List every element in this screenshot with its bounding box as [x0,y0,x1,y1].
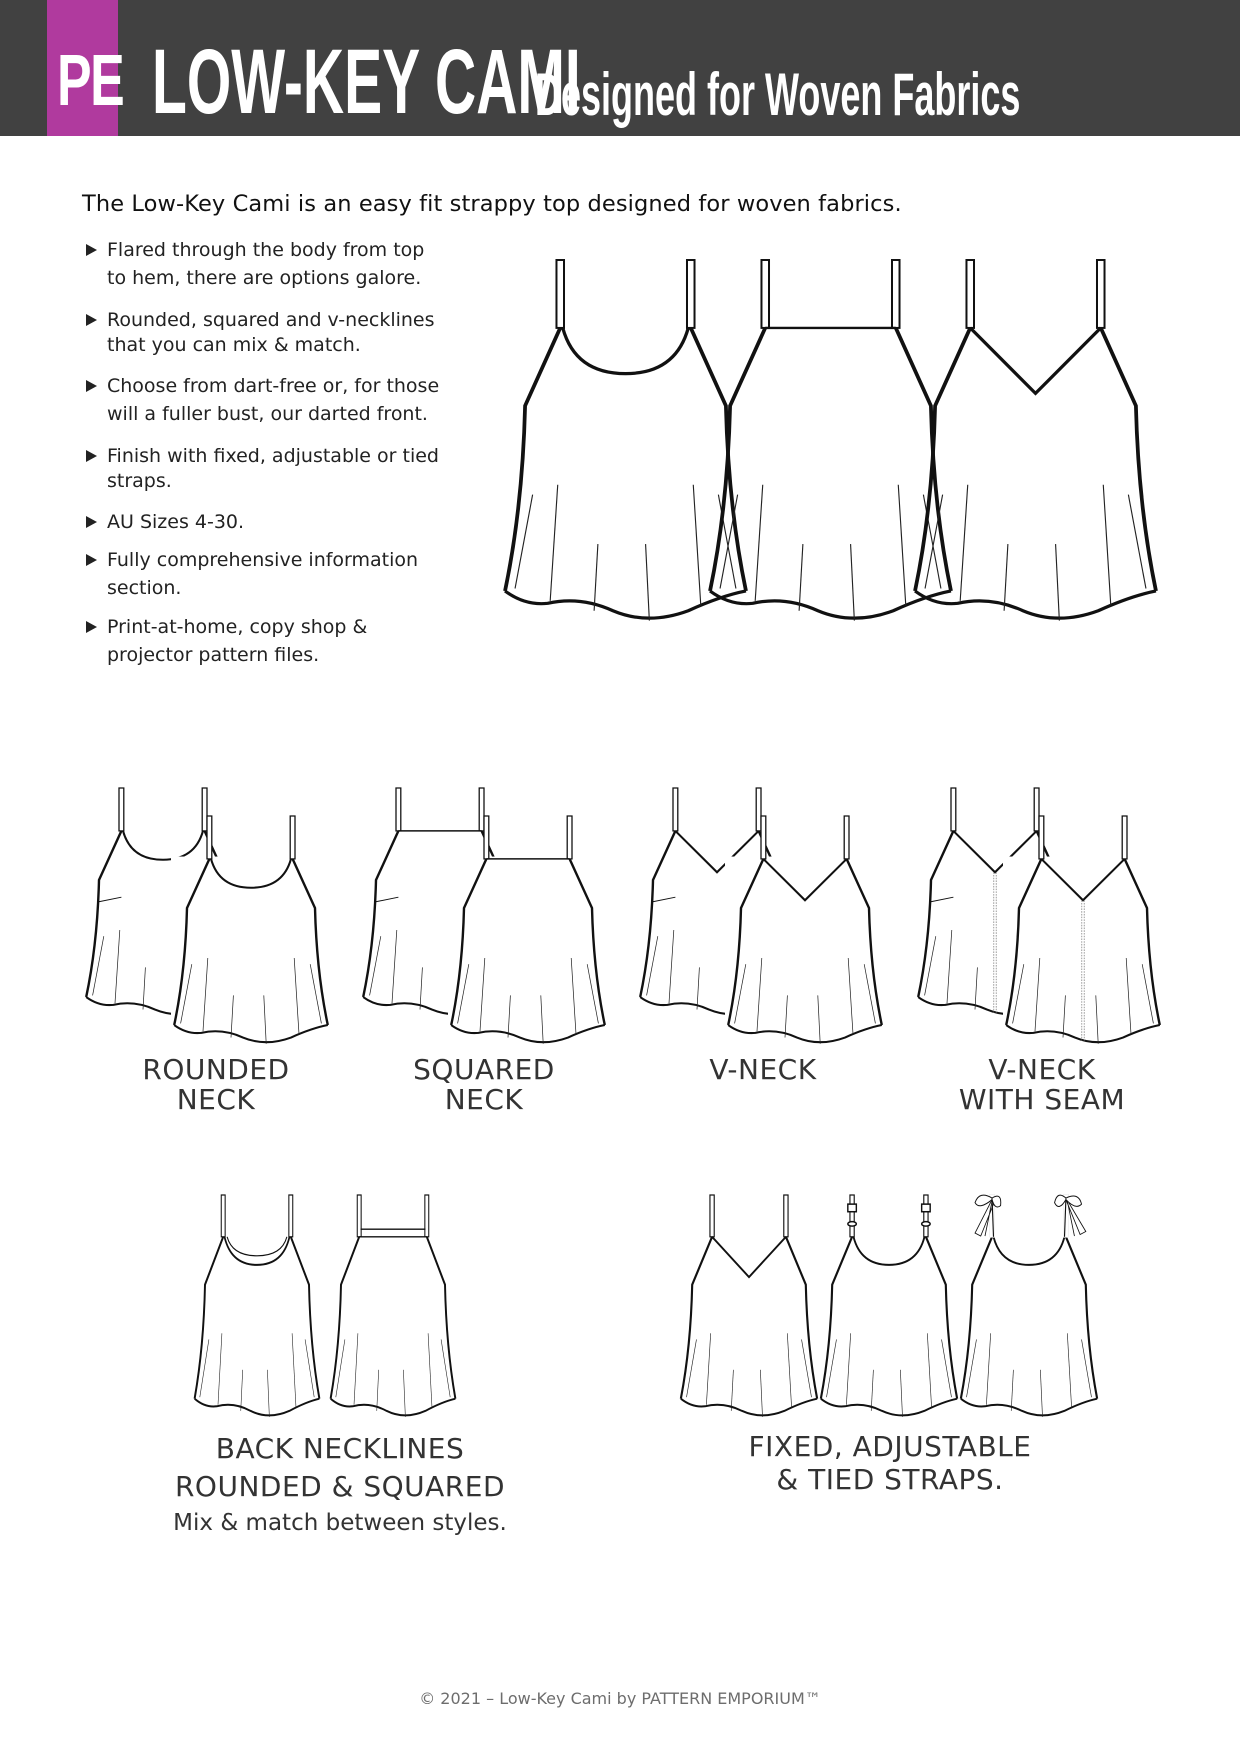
feature-item [84,508,484,536]
mix-match-note: Mix & match between styles. [173,1510,507,1536]
triangle-bullet-icon [86,314,97,326]
strap-options-label: FIXED, ADJUSTABLE & TIED STRAPS. [748,1430,1032,1496]
back-neckline-camis-icon [192,1195,457,1420]
page-subtitle: Designed for Woven Fabrics [535,61,1021,128]
feature-line: Print-at-home, copy shop & [107,616,368,638]
brand-logo: PE [56,41,124,121]
v-neck-cami-icon [637,788,882,1038]
feature-line: to hem, there are options galore. [107,267,422,289]
rounded-neck-illustration [83,788,328,1038]
feature-item [84,442,484,495]
triangle-bullet-icon [86,621,97,633]
triangle-bullet-icon [86,380,97,392]
back-necklines-illustration [192,1195,457,1420]
strap-options-illustration [678,1195,1103,1415]
back-necklines-label: BACK NECKLINES ROUNDED & SQUARED [174,1432,506,1503]
v-neck-label: V-NECK [709,1053,817,1086]
strap-options-camis-icon [678,1195,1103,1415]
page-title: LOW-KEY CAMI [152,31,581,133]
triangle-bullet-icon [86,554,97,566]
feature-line: Finish with fixed, adjustable or tied [107,445,439,467]
triangle-bullet-icon [86,450,97,462]
feature-item [84,372,484,428]
v-neck-cami-icon [915,260,1156,621]
squared-neck-cami-icon [360,788,605,1038]
feature-item [84,236,484,292]
squared-neck-cami-icon [710,260,951,621]
v-neck-seam-cami-icon [915,788,1160,1038]
hero-illustration [500,260,1165,635]
feature-item [84,546,484,602]
three-camis-icon [500,260,1165,635]
feature-line: straps. [107,470,172,492]
feature-item [84,613,484,669]
feature-line: Fully comprehensive information [107,549,419,571]
rounded-neck-label: ROUNDED NECK [142,1053,290,1116]
feature-item [84,306,484,359]
triangle-bullet-icon [86,244,97,256]
feature-line: that you can mix & match. [107,334,361,356]
squared-neck-illustration [360,788,605,1038]
feature-line: Choose from dart-free or, for those [107,375,440,397]
v-neck-seam-label: V-NECK WITH SEAM [958,1053,1126,1116]
triangle-bullet-icon [86,516,97,528]
rounded-neck-cami-icon [83,788,328,1038]
rounded-neck-cami-icon [505,260,746,621]
feature-line: projector pattern files. [107,644,320,666]
v-neck-illustration [637,788,882,1038]
feature-line: AU Sizes 4-30. [107,511,245,533]
feature-line: Rounded, squared and v-necklines [107,309,435,331]
v-neck-seam-illustration [915,788,1160,1038]
header-bar [0,0,1240,136]
copyright-footer: © 2021 – Low-Key Cami by PATTERN EMPORIUM™ [419,1689,821,1708]
intro-text: The Low-Key Cami is an easy fit strappy top designed for woven fabrics. [82,191,902,217]
feature-line: will a fuller bust, our darted front. [107,403,428,425]
feature-line: Flared through the body from top [107,239,425,261]
feature-line: section. [107,577,182,599]
squared-neck-label: SQUARED NECK [413,1053,555,1116]
